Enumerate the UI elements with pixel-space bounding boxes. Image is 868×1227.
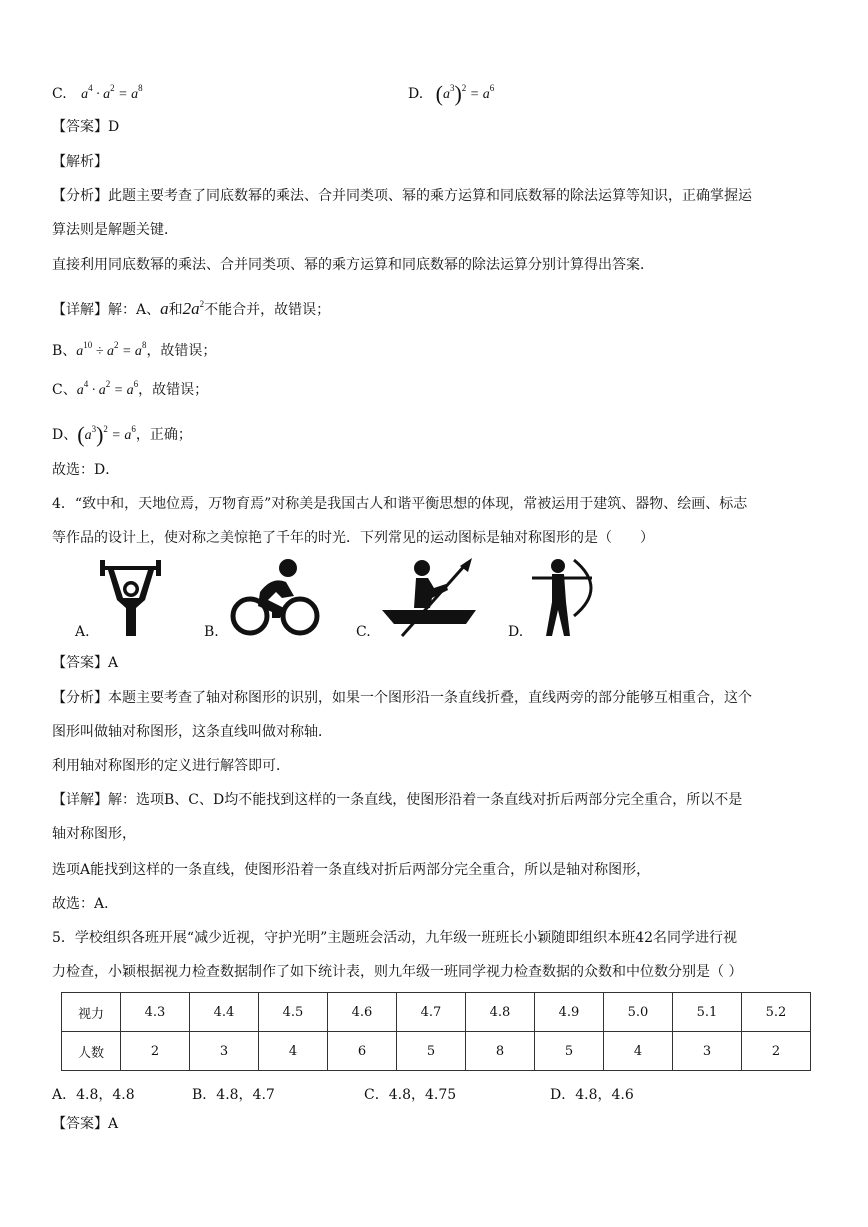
q4-stem-line1: 4．“致中和，天地位焉，万物育焉”对称美是我国古人和谐平衡思想的体现，常被运用于建筑、器物、绘画、标志 [52,496,748,512]
q4-detail-line3: 选项A能找到这样的一条直线，使图形沿着一条直线对折后两部分完全重合，所以是轴对称图形， [52,862,651,878]
formula-d-detail: $(a^3)^2 = a^6$ [77,422,136,447]
table-cell: 6 [328,1032,397,1071]
q3-answer: 【答案】D [52,119,120,135]
q5-option-b: B．4.8，4.7 [192,1087,275,1103]
q4-option-b: B. [204,624,219,640]
table-cell: 4.5 [259,993,328,1032]
formula-b: $a^{10} \div a^2 = a^8$ [76,340,147,359]
q4-option-d: D. [508,624,524,640]
detail-text: C、 [52,382,77,398]
table-cell: 4.6 [328,993,397,1032]
q4-option-c: C. [356,624,371,640]
rowing-icon [380,556,478,638]
row-header: 人数 [62,1032,121,1071]
q5-option-a: A．4.8，4.8 [52,1087,135,1103]
table-cell: 8 [466,1032,535,1071]
table-cell: 2 [121,1032,190,1071]
cycling-icon [228,556,322,638]
formula-d: $(a^3)^2 = a^6$ [435,81,495,106]
q4-answer: 【答案】A [52,655,119,671]
table-cell: 4.4 [190,993,259,1032]
q3-analysis-line2: 算法则是解题关键． [52,222,178,238]
archery-icon [530,556,600,638]
detail-text: ，正确； [135,427,192,443]
detail-text: D、 [52,427,78,443]
q5-option-c: C．4.8，4.75 [364,1087,457,1103]
q3-analysis-line1: 【分析】此题主要考查了同底数幂的乘法、合并同类项、幂的乘方运算和同底数幂的除法运算等知识，正确掌握运 [52,188,752,204]
table-cell: 4.7 [397,993,466,1032]
table-cell: 5 [535,1032,604,1071]
detail-text: ，故错误； [138,382,209,398]
table-cell: 3 [673,1032,742,1071]
q5-option-d: D．4.8，4.6 [550,1087,634,1103]
q3-detail-a [52,294,820,320]
detail-text: B、 [52,343,77,359]
table-cell: 3 [190,1032,259,1071]
q5-stem-line2: 力检查，小颖根据视力检查数据制作了如下统计表，则九年级一班同学视力检查数据的众数和中位数分别是（ ） [52,964,743,980]
formula-a-1: a [160,299,169,318]
table-cell: 4.8 [466,993,535,1032]
q4-option-a: A. [75,624,90,640]
formula-c: $a^4 \cdot a^2 = a^8$ [81,83,143,102]
q3-detail-b [52,335,820,362]
table-row [62,993,811,1032]
detail-text: 【详解】解：A、 [52,302,161,318]
q4-choose: 故选：A． [52,896,119,912]
option-label: D. [408,86,424,102]
formula-a-2: $2a^2$ [182,299,205,318]
detail-text: 不能合并，故错误； [204,302,331,318]
q5-stem-line1: 5．学校组织各班开展“减少近视，守护光明”主题班会活动，九年级一班班长小颖随即组织本班42名同学进行视 [52,930,738,946]
q3-detail-d [52,419,820,446]
detail-text: 和 [168,302,183,318]
q4-stem-line2: 等作品的设计上，使对称之美惊艳了千年的时光．下列常见的运动图标是轴对称图形的是（ ） [52,530,654,546]
row-header: 视力 [62,993,121,1032]
q5-answer: 【答案】A [52,1116,119,1132]
q4-detail-line1: 【详解】解：选项B、C、D均不能找到这样的一条直线，使图形沿着一条直线对折后两部分完全重合，所以不是 [52,792,743,808]
vision-stats-table [61,992,811,1071]
q4-analysis-line2: 图形叫做轴对称图形，这条直线叫做对称轴． [52,724,332,740]
q4-detail-line2: 轴对称图形， [52,826,136,842]
table-cell: 4.9 [535,993,604,1032]
weightlifting-icon [98,558,164,638]
q4-analysis-line3: 利用轴对称图形的定义进行解答即可． [52,758,290,774]
table-cell: 5 [397,1032,466,1071]
table-row [62,1032,811,1071]
option-label: C. [52,86,67,102]
q3-analysis-line3: 直接利用同底数幂的乘法、合并同类项、幂的乘方运算和同底数幂的除法运算分别计算得出答案． [52,257,654,273]
table-cell: 4 [259,1032,328,1071]
q4-analysis-line1: 【分析】本题主要考查了轴对称图形的识别，如果一个图形沿一条直线折叠，直线两旁的部分能够互相重合，这个 [52,690,752,706]
table-cell: 4.3 [121,993,190,1032]
table-cell: 4 [604,1032,673,1071]
q3-detail-c [52,374,820,401]
table-cell: 5.2 [742,993,811,1032]
table-cell: 2 [742,1032,811,1071]
table-cell: 5.0 [604,993,673,1032]
detail-text: ，故错误； [146,343,217,359]
formula-c-detail: $a^4 \cdot a^2 = a^6$ [76,379,139,398]
q3-analysis-title: 【解析】 [52,154,108,170]
q3-choose: 故选：D． [52,462,120,478]
table-cell: 5.1 [673,993,742,1032]
option-d [408,78,820,105]
